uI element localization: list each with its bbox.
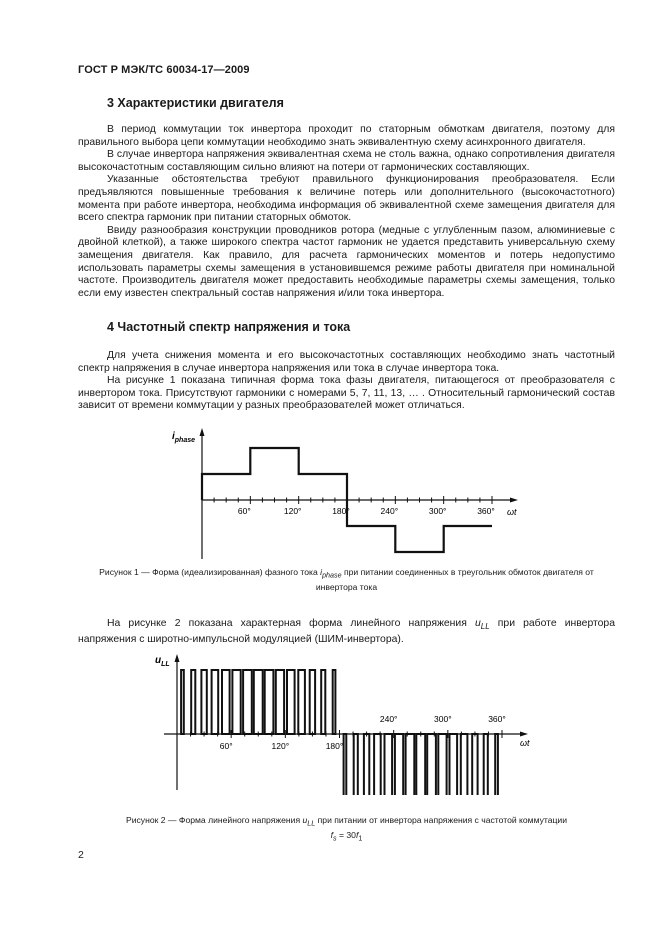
symbol: u: [474, 618, 481, 629]
caption-subscript: 1: [358, 834, 363, 843]
paragraph: Ввиду разнообразия конструкции проводников ротора (медные с углубленным пазом, алюминиевые с двойной клеткой), а также широкого спектра частот гармоник не удается представить универсальную схему замещения двигателя. Как правило, для расчета гармонических моментов и потерь недопустимо использовать параметры схемы замещения в установившемся режиме работы двигателя при номинальной частоте. Производитель двигателя может предоставить необходимые параметры схемы замещения, только если ему известен спектральный состав напряжения и/или тока инвертора.: [78, 224, 615, 299]
paragraph: Указанные обстоятельства требуют правильного функционирования преобразователя. Если предъявляются повышенные требования к величине потерь или дополнительного (высокочастотного) момента при работе инвертора, необходима информация об эквивалентной схеме замещения двигателя для всего спектра гармоник при питании статорных обмоток.: [78, 174, 615, 224]
pwm-pulse: [333, 670, 336, 734]
pwm-pulse: [461, 734, 468, 795]
pwm-pulse: [212, 670, 219, 734]
section-3-body: [78, 124, 615, 300]
subscript: LL: [480, 622, 490, 632]
paragraph: [78, 618, 615, 646]
pwm-pulse: [232, 670, 240, 734]
pwm-pulse: [374, 734, 381, 795]
x-tick-label: 300°: [434, 714, 452, 724]
x-tick-label: 360°: [477, 506, 495, 516]
x-tick-label: 120°: [283, 506, 302, 516]
pwm-pulse: [385, 734, 393, 795]
caption-text: Рисунок 1 — Форма (идеализированная) фазного тока: [99, 567, 321, 577]
x-axis-arrow: [510, 498, 518, 503]
caption-text: = 30: [336, 829, 356, 840]
pwm-pulse: [344, 734, 347, 795]
x-tick-label: 300°: [428, 506, 447, 516]
ticks: [214, 496, 495, 516]
pwm-pulse: [181, 670, 184, 734]
document-header: ГОСТ Р МЭК/ТС 60034-17—2009: [78, 64, 250, 76]
pwm-pulse: [254, 670, 263, 734]
caption-symbol: f: [330, 829, 334, 840]
pwm-pulse: [354, 734, 358, 795]
y-axis-arrow: [200, 428, 205, 436]
figure-1-chart: [150, 425, 530, 565]
pwm-pulse: [406, 734, 415, 795]
x-tick-label: 60°: [219, 741, 233, 751]
caption-symbol: u: [302, 815, 308, 825]
x-axis-label: ωt: [507, 507, 517, 517]
text: при работе инвертора напряжения с широтно-импульсной модуляцией (ШИМ-инвертора).: [78, 618, 615, 645]
pwm-pulse: [276, 670, 284, 734]
x-tick-label: 360°: [488, 714, 506, 724]
caption-subscript: phase: [322, 571, 342, 580]
caption-text: при питании соединенных в треугольник обмоток двигателя от инвертора тока: [315, 567, 594, 592]
pwm-pulse: [298, 670, 305, 734]
paragraph: На рисунке 1 показана типичная форма тока фазы двигателя, питающегося от преобразователя с инвертором тока. Присутствуют гармоники с номерами 5, 7, 11, 13, … . Относительный гармонический состав зависит от времени коммутации у разных преобразователей может отличаться.: [78, 375, 615, 412]
x-tick-label: 180°: [325, 741, 344, 751]
caption-line-1: [78, 815, 615, 830]
pwm-pulse: [472, 734, 477, 795]
pwm-pulse: [450, 734, 458, 795]
caption-text: Рисунок 2 — Форма линейного напряжения: [125, 815, 303, 825]
caption-symbol: f: [355, 829, 359, 840]
caption-text: при питании от инвертора напряжения с частотой коммутации: [315, 815, 568, 825]
x-tick-label: 240°: [380, 506, 399, 516]
ticks: [191, 714, 506, 751]
pwm-pulse: [310, 670, 315, 734]
pwm-pulse: [427, 734, 436, 795]
pwm-pulse: [222, 670, 230, 734]
y-axis-symbol: u: [155, 655, 162, 666]
y-axis-label: [155, 655, 170, 668]
figure-2-chart: [150, 650, 540, 795]
figure-2-intro: [78, 618, 615, 646]
pwm-pulse: [484, 734, 488, 795]
x-tick-label: 120°: [271, 741, 290, 751]
pwm-pulse: [364, 734, 369, 795]
y-axis-symbol: i: [172, 431, 175, 442]
pwm-pulse: [243, 670, 252, 734]
caption-line-2: [78, 830, 615, 845]
pwm-pulse: [495, 734, 498, 795]
y-axis-subscript: phase: [174, 437, 196, 444]
x-tick-label: 60°: [237, 506, 251, 516]
pwm-pulse: [265, 670, 274, 734]
x-axis-label: ωt: [520, 738, 530, 748]
section-4-heading: 4 Частотный спектр напряжения и тока: [107, 320, 351, 334]
x-axis-arrow: [520, 732, 528, 737]
section-3-heading: 3 Характеристики двигателя: [107, 96, 284, 110]
x-tick-label: 240°: [379, 714, 398, 724]
pwm-pulse: [438, 734, 446, 795]
y-axis-subscript: LL: [161, 661, 170, 668]
pwm-pulse: [191, 670, 195, 734]
figure-1-caption: [78, 567, 615, 593]
paragraph: В период коммутации ток инвертора проходит по статорным обмоткам двигателя, поэтому для правильного выбора цепи коммутации необходимо знать эквивалентную схему асинхронного двигателя.: [78, 124, 615, 148]
caption-subscript: LL: [307, 819, 316, 828]
caption-subscript: s: [333, 834, 337, 843]
y-axis-arrow: [175, 654, 180, 662]
pwm-pulse: [395, 734, 403, 795]
pwm-pulse: [287, 670, 295, 734]
y-axis-label: [172, 431, 195, 444]
paragraph: Для учета снижения момента и его высокочастотных составляющих необходимо знать частотный спектр напряжения в случае инвертора напряжения или тока в случае инвертора тока.: [78, 350, 615, 374]
pwm-pulse: [321, 670, 325, 734]
figure-2-caption: [78, 815, 615, 844]
pwm-pulse: [201, 670, 206, 734]
x-tick-label: 180°: [332, 506, 350, 516]
text: На рисунке 2 показана характерная форма линейного напряжения: [107, 618, 475, 629]
paragraph: В случае инвертора напряжения эквивалентная схема не столь важна, однако сопротивления двигателя высокочастотным составляющим сильно влияют на потери от гармонических составляющих.: [78, 149, 615, 173]
caption-symbol: i: [320, 567, 323, 577]
page-number: 2: [78, 849, 84, 861]
pwm-pulse: [416, 734, 425, 795]
section-4-body: [78, 350, 615, 413]
